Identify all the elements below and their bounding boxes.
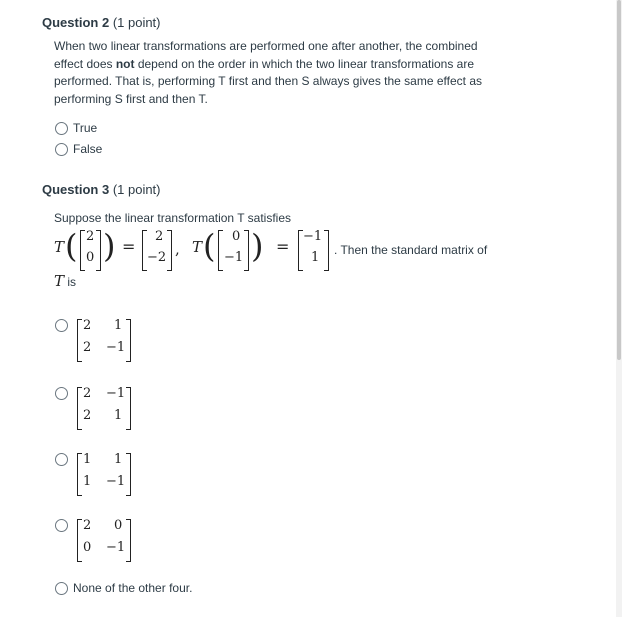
bracket-left <box>77 519 82 562</box>
q3-option-4[interactable] <box>55 516 175 566</box>
q3-option-2[interactable] <box>55 384 175 434</box>
matrix-cell: 2 <box>83 518 92 533</box>
question-2-text-start: When two linear transformations are performed one after another, the combined effect does <box>54 39 478 71</box>
matrix-cell: 0 <box>83 540 92 555</box>
matrix-cell: 2 <box>83 340 92 355</box>
math-T: T <box>192 238 203 256</box>
q3-option-none[interactable] <box>55 581 192 595</box>
matrix-cell: −1 <box>106 386 126 401</box>
bracket-right <box>126 453 131 496</box>
radio-button[interactable] <box>55 319 68 332</box>
Tv2-top: −1 <box>303 229 323 244</box>
radio-button[interactable] <box>55 143 68 156</box>
question-2-text <box>54 38 494 108</box>
tail-is: is <box>67 275 77 289</box>
question-2-text-end: depend on the order in which the two linear transformations are performed. That is, performing T first and then S always gives the same effect as performing S first and then T. <box>54 56 482 106</box>
bracket-right <box>244 230 249 271</box>
bracket-right <box>96 230 101 271</box>
question-3-points: (1 point) <box>112 182 161 197</box>
question-3-tail: . Then the standard matrix of <box>334 243 488 257</box>
paren-close: ) <box>103 227 116 265</box>
question-2-points: (1 point) <box>112 15 161 30</box>
Tv1-top: 2 <box>155 229 164 244</box>
question-3-label: Question 3 <box>42 182 110 197</box>
radio-button[interactable] <box>55 453 68 466</box>
bracket-left <box>77 319 82 362</box>
radio-button[interactable] <box>55 519 68 532</box>
matrix-cell: −1 <box>106 474 126 489</box>
matrix-cell: 2 <box>83 408 92 423</box>
question-3-tail-line2 <box>54 272 76 290</box>
bracket-left <box>80 230 85 271</box>
scrollbar[interactable] <box>616 0 622 617</box>
matrix-cell: 2 <box>83 386 92 401</box>
bracket-right <box>126 319 131 362</box>
matrix-cell: 1 <box>83 474 92 489</box>
bracket-right <box>126 519 131 562</box>
matrix-cell: 1 <box>114 408 123 423</box>
question-2-text-bold: not <box>115 56 135 71</box>
equals-sign: = <box>276 237 290 256</box>
bracket-left <box>77 453 82 496</box>
radio-button[interactable] <box>55 122 68 135</box>
v1-bottom: 0 <box>86 250 95 265</box>
bracket-right <box>126 387 131 430</box>
paren-open: ( <box>203 227 216 265</box>
question-2-label: Question 2 <box>42 15 110 30</box>
math-T: T <box>54 238 65 256</box>
radio-button[interactable] <box>55 387 68 400</box>
bracket-right <box>324 230 329 271</box>
bracket-left <box>218 230 223 271</box>
matrix-cell: −1 <box>106 340 126 355</box>
v2-bottom: −1 <box>224 250 244 265</box>
question-3-intro: Suppose the linear transformation T satisfies <box>54 211 292 225</box>
paren-open: ( <box>65 227 78 265</box>
radio-button[interactable] <box>55 582 68 595</box>
q2-option-false[interactable] <box>55 142 102 156</box>
q2-option-label: True <box>73 121 98 135</box>
q3-option-none-label: None of the other four. <box>73 581 193 595</box>
bracket-left <box>77 387 82 430</box>
q3-option-1[interactable] <box>55 316 175 366</box>
Tv2-bottom: 1 <box>311 250 320 265</box>
paren-close: ) <box>251 227 264 265</box>
v1-top: 2 <box>86 229 95 244</box>
matrix-cell: 1 <box>83 452 92 467</box>
scrollbar-thumb[interactable] <box>617 0 621 360</box>
math-T: T <box>54 272 65 290</box>
matrix-cell: 1 <box>114 452 123 467</box>
equals-sign: = <box>122 237 136 256</box>
Tv1-bottom: −2 <box>147 250 167 265</box>
v2-top: 0 <box>232 229 241 244</box>
question-3-title <box>42 182 161 197</box>
bracket-right <box>167 230 172 271</box>
matrix-cell: 1 <box>114 318 123 333</box>
q2-option-true[interactable] <box>55 121 97 135</box>
q3-option-3[interactable] <box>55 450 175 500</box>
comma: , <box>175 240 180 258</box>
question-2-title <box>42 15 161 30</box>
matrix-cell: 2 <box>83 318 92 333</box>
matrix-cell: 0 <box>114 518 123 533</box>
matrix-cell: −1 <box>106 540 126 555</box>
equation <box>54 226 534 276</box>
q2-option-label: False <box>73 142 103 156</box>
